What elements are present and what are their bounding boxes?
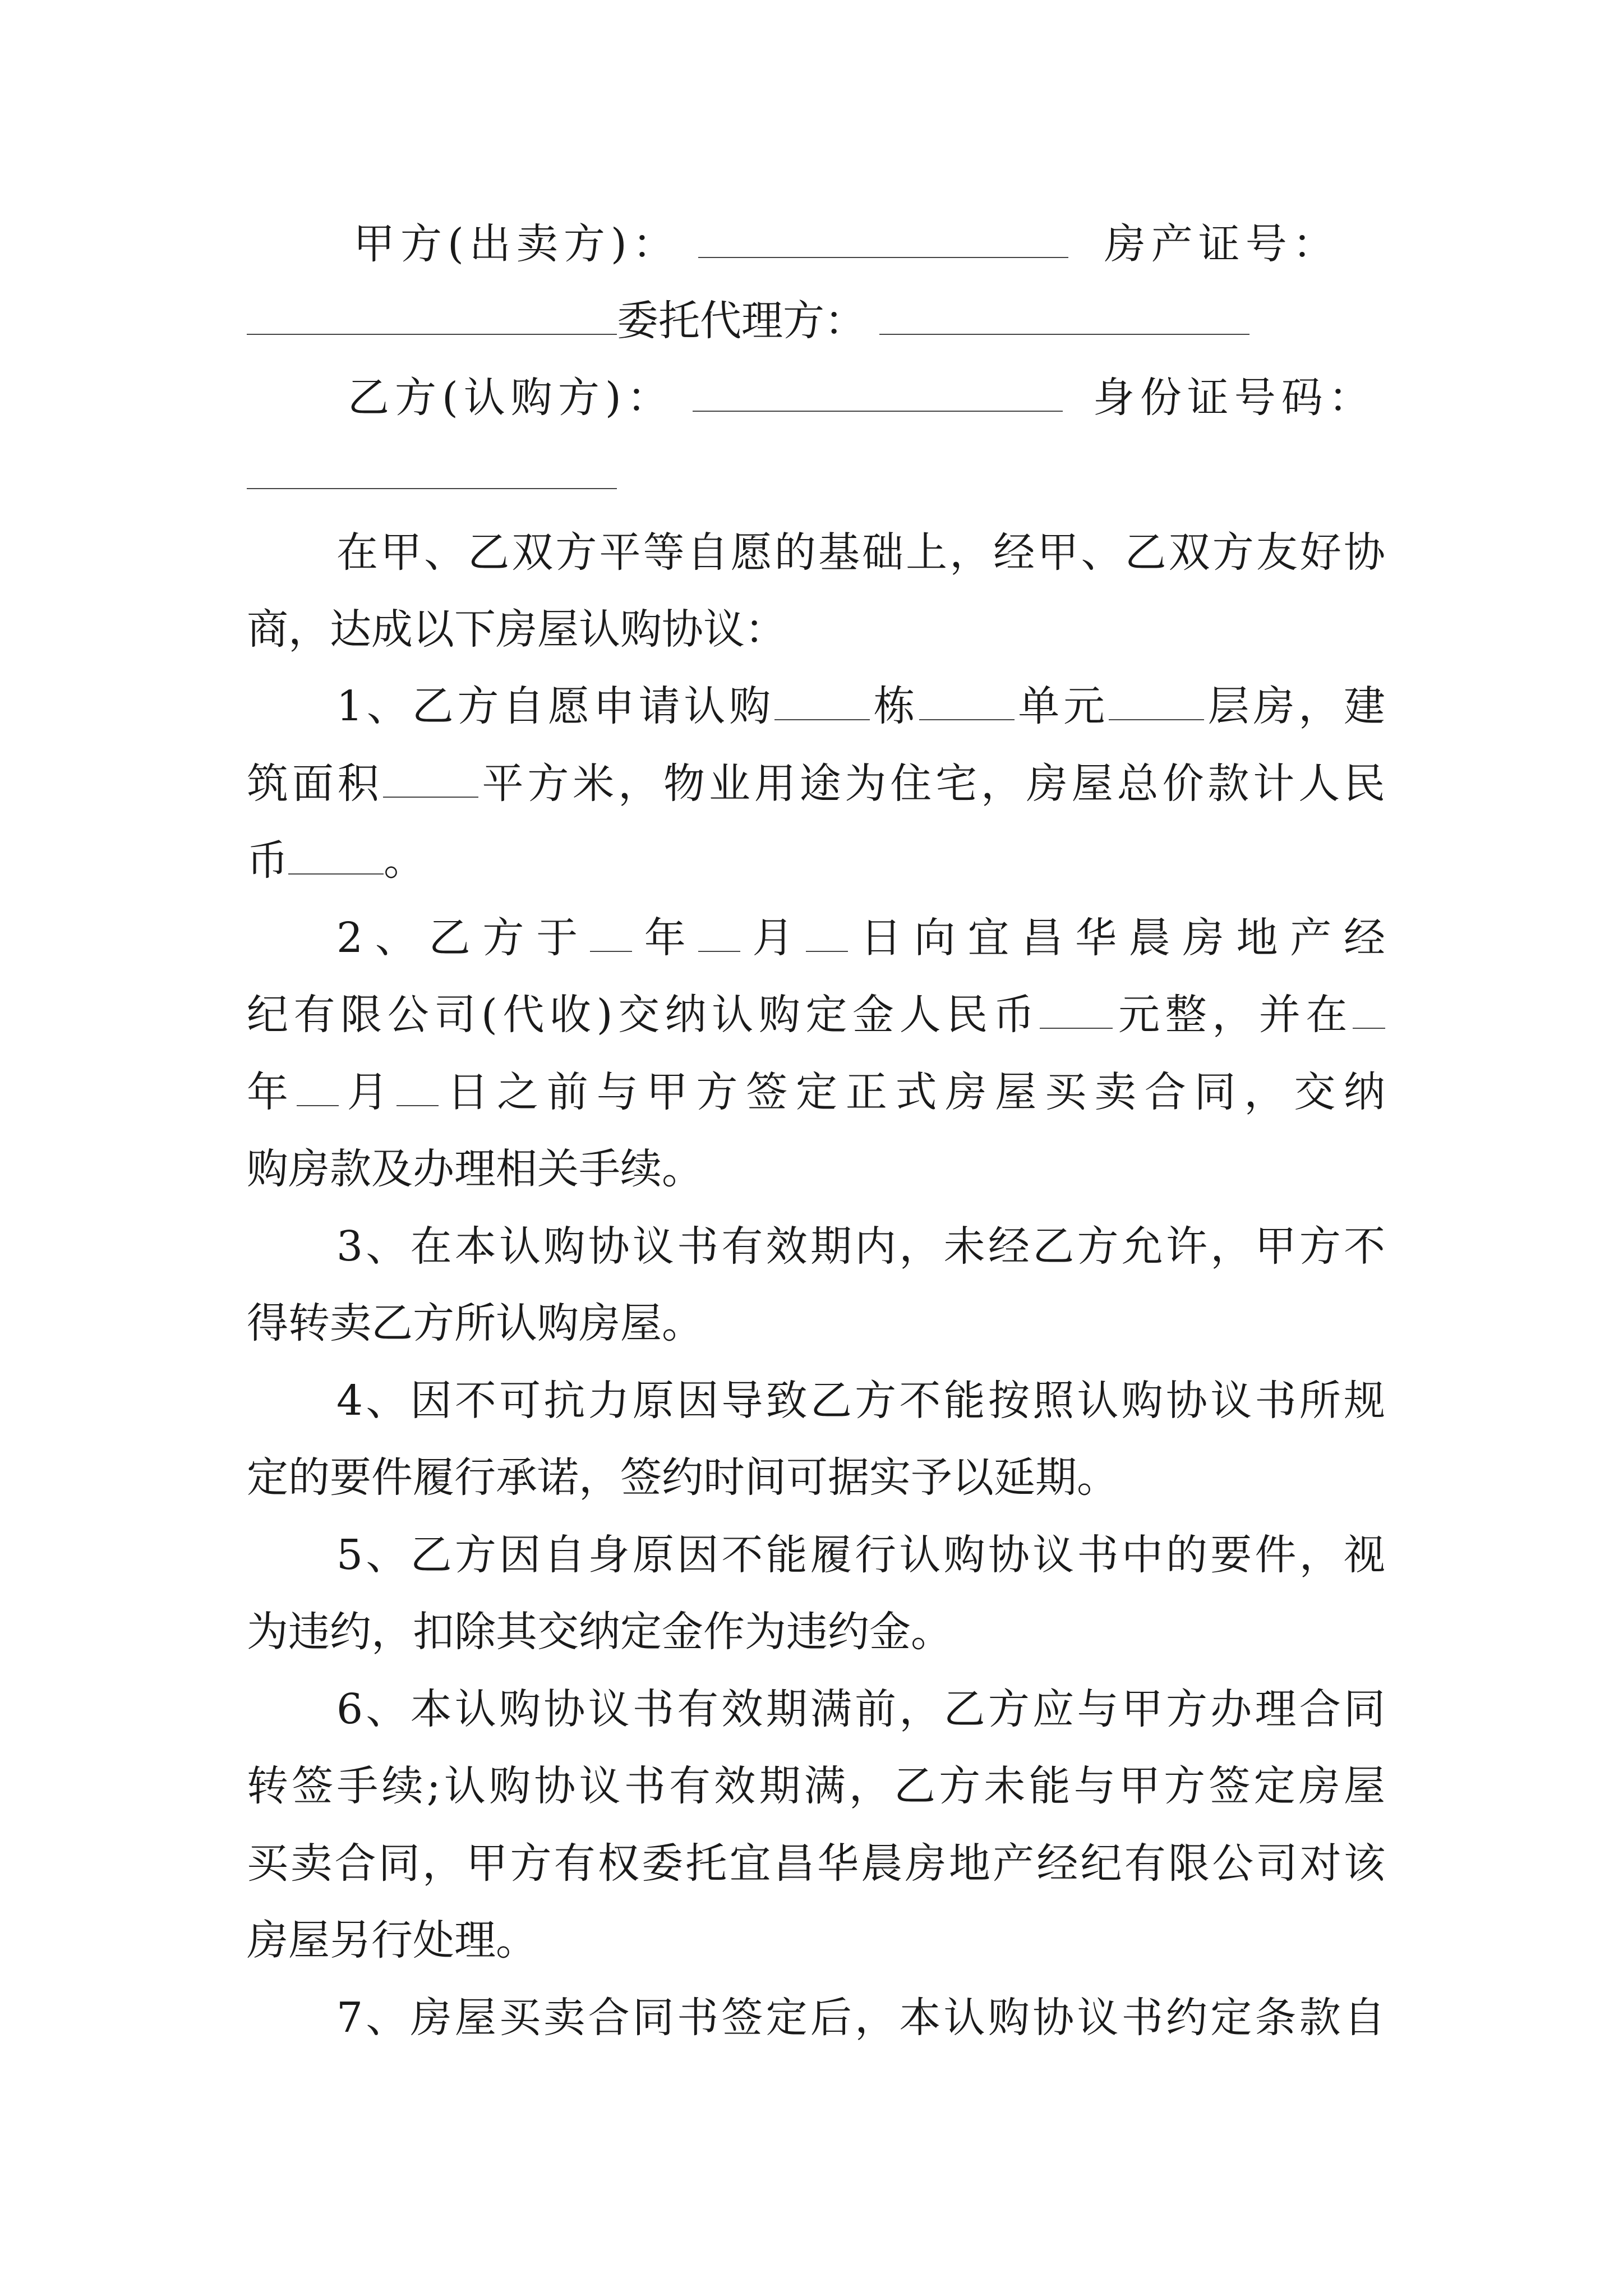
clause-4-line-1: 4、因不可抗力原因导致乙方不能按照认购协议书所规 bbox=[336, 1377, 1385, 1425]
id-number-line bbox=[247, 454, 1385, 499]
agent-blank[interactable] bbox=[879, 300, 1249, 335]
clause-1-line-2 bbox=[247, 760, 1385, 808]
clause-2-text-c: 月 bbox=[740, 914, 806, 962]
intro-line-1: 在甲、乙双方平等自愿的基础上，经甲、乙双方友好协 bbox=[336, 528, 1385, 577]
clause-7-line-1: 7、房屋买卖合同书签定后，本认购协议书约定条款自 bbox=[336, 1994, 1385, 2042]
clause-2-text-b: 年 bbox=[632, 914, 698, 962]
clause-1-text-h: 。 bbox=[384, 836, 425, 885]
clause-1-text-c: 单元 bbox=[1014, 682, 1109, 730]
clause-2-deadline-year-blank[interactable] bbox=[1353, 994, 1385, 1029]
clause-1-area-blank[interactable] bbox=[383, 763, 478, 798]
clause-1-text-a: 1、乙方自愿申请认购 bbox=[336, 682, 774, 730]
clause-2-text-a: 2、乙方于 bbox=[336, 914, 591, 962]
clause-2-line-3 bbox=[247, 1068, 1386, 1116]
clause-2-deadline-month-blank[interactable] bbox=[297, 1071, 339, 1106]
clause-2-text-g: 年 bbox=[247, 1068, 297, 1116]
clause-4-line-2: 定的要件履行承诺，签约时间可据实予以延期。 bbox=[247, 1453, 1118, 1502]
clause-1-unit-blank[interactable] bbox=[919, 685, 1015, 720]
clause-6-line-1: 6、本认购协议书有效期满前，乙方应与甲方办理合同 bbox=[336, 1685, 1385, 1733]
clause-2-year-blank[interactable] bbox=[590, 917, 632, 952]
clause-2-line-1 bbox=[336, 914, 1386, 962]
clause-2-line-2 bbox=[247, 991, 1385, 1039]
id-number-blank[interactable] bbox=[247, 454, 617, 489]
clause-2-deadline-day-blank[interactable] bbox=[396, 1071, 439, 1106]
clause-1-text-f: 平方米，物业用途为住宅，房屋总价款计人民 bbox=[478, 760, 1385, 808]
clause-2-text-e: 纪有限公司(代收)交纳认购定金人民币 bbox=[247, 991, 1040, 1039]
intro-line-2: 商，达成以下房屋认购协议： bbox=[247, 605, 786, 654]
party-b-label: 乙方(认购方)： bbox=[348, 374, 674, 422]
party-a-blank[interactable] bbox=[698, 223, 1068, 258]
clause-2-line-4: 购房款及办理相关手续。 bbox=[247, 1145, 703, 1193]
party-b-blank[interactable] bbox=[693, 377, 1063, 412]
clause-1-text-b: 栋 bbox=[869, 682, 919, 730]
clause-1-text-d: 层房，建 bbox=[1204, 682, 1386, 730]
clause-6-line-2: 转签手续;认购协议书有效期满，乙方未能与甲方签定房屋 bbox=[247, 1762, 1385, 1810]
clause-2-day-blank[interactable] bbox=[806, 917, 848, 952]
clause-1-building-blank[interactable] bbox=[774, 685, 870, 720]
property-cert-blank[interactable] bbox=[247, 300, 617, 335]
clause-2-text-f: 元整，并在 bbox=[1113, 991, 1353, 1039]
party-a-line bbox=[353, 220, 1385, 268]
clause-1-floor-blank[interactable] bbox=[1109, 685, 1204, 720]
clause-1-price-blank[interactable] bbox=[288, 840, 384, 875]
clause-3-line-1: 3、在本认购协议书有效期内，未经乙方允许，甲方不 bbox=[336, 1222, 1385, 1271]
clause-2-deposit-blank[interactable] bbox=[1040, 994, 1113, 1029]
clause-6-line-4: 房屋另行处理。 bbox=[247, 1916, 537, 1964]
clause-2-month-blank[interactable] bbox=[698, 917, 740, 952]
clause-1-line-3 bbox=[247, 836, 1385, 885]
property-cert-label: 房产证号： bbox=[1104, 220, 1340, 268]
agent-label: 委托代理方： bbox=[617, 297, 866, 345]
clause-2-text-i: 日之前与甲方签定正式房屋买卖合同，交纳 bbox=[439, 1068, 1386, 1116]
agent-line bbox=[247, 297, 1385, 345]
clause-2-text-d: 日向宜昌华晨房地产经 bbox=[848, 914, 1386, 962]
clause-5-line-1: 5、乙方因自身原因不能履行认购协议书中的要件，视 bbox=[336, 1531, 1385, 1579]
clause-3-line-2: 得转卖乙方所认购房屋。 bbox=[247, 1299, 703, 1347]
clause-6-line-3: 买卖合同，甲方有权委托宜昌华晨房地产经纪有限公司对该 bbox=[247, 1839, 1385, 1888]
clause-1-text-e: 筑面积 bbox=[247, 760, 383, 808]
clause-1-text-g: 币 bbox=[247, 836, 288, 885]
party-a-label: 甲方(出卖方)： bbox=[353, 220, 680, 268]
clause-2-text-h: 月 bbox=[338, 1068, 397, 1116]
id-number-label: 身份证号码： bbox=[1092, 374, 1376, 422]
party-b-line bbox=[348, 374, 1385, 422]
clause-5-line-2: 为违约，扣除其交纳定金作为违约金。 bbox=[247, 1608, 952, 1656]
clause-1-line-1 bbox=[336, 682, 1386, 730]
